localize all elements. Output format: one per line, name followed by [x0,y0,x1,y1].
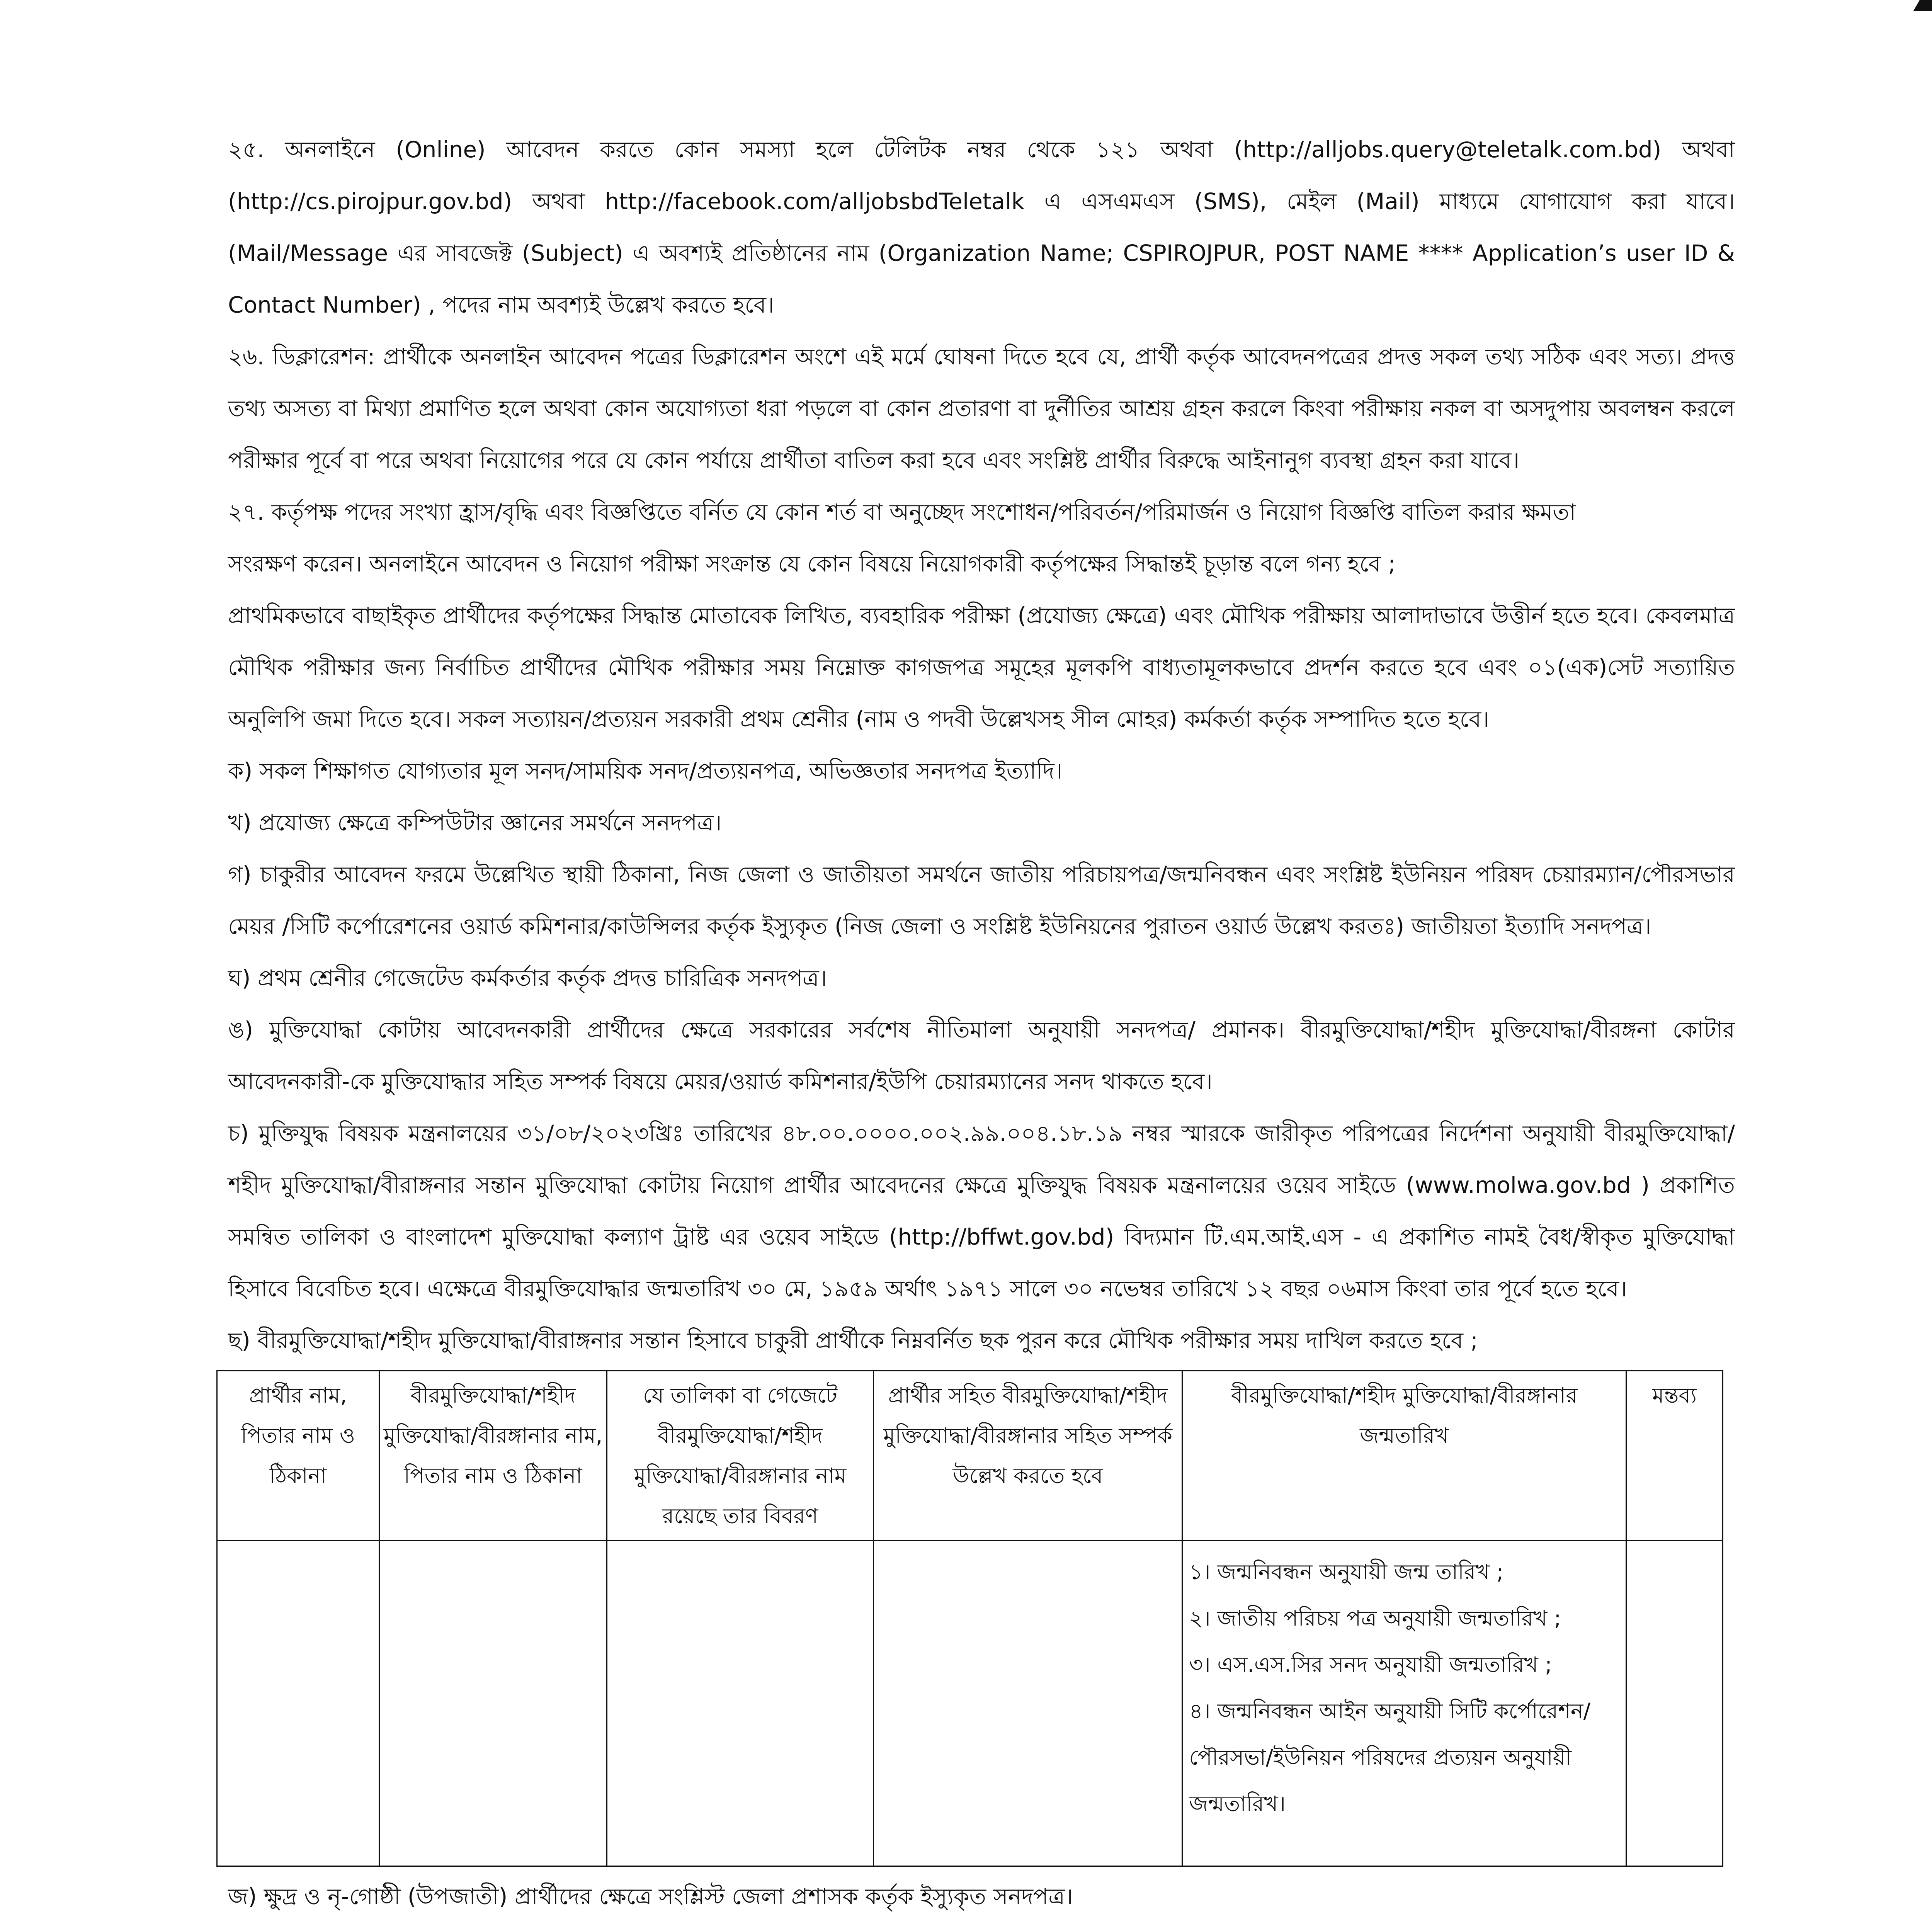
clause-26: ২৬. ডিক্লারেশন: প্রার্থীকে অনলাইন আবেদন পত্রের ডিক্লারেশন অংশে এই মর্মে ঘোষনা দিতে হবে যে, প্রার্থী কর্তৃক আবেদনপত্রের প্রদত্ত সকল তথ্য সঠিক এবং সত্য। প্রদত্ত তথ্য অসত্য বা মিথ্যা প্রমাণিত হলে অথবা কোন অযোগ্যতা ধরা পড়লে বা কোন প্রতারণা বা দুর্নীতির আশ্রয় গ্রহন করলে কিংবা পরীক্ষায় নকল বা অসদুপায় অবলম্বন করলে পরীক্ষার পূর্বে বা পরে অথবা নিয়োগের পরে যে কোন পর্যায়ে প্রার্থীতা বাতিল করা হবে এবং সংশ্লিষ্ট প্রার্থীর বিরুদ্ধে আইনানুগ ব্যবস্থা গ্রহন করা যাবে। [228,344,1735,473]
document-body [228,124,1735,1932]
item-kha: খ) প্রযোজ্য ক্ষেত্রে কম্পিউটার জ্ঞানের সমর্থনে সনদপত্র। [228,810,722,836]
freedom-fighter-info-table [216,1370,1723,1867]
table-header-cell: প্রার্থীর নাম, পিতার নাম ও ঠিকানা [217,1371,379,1541]
clause-27-line1: ২৭. কর্তৃপক্ষ পদের সংখ্যা হ্রাস/বৃদ্ধি এবং বিজ্ঞপ্তিতে বর্নিত যে কোন শর্ত বা অনুচ্ছেদ সংশোধন/পরিবর্তন/পরিমার্জন ও নিয়োগ বিজ্ঞপ্তি বাতিল করার ক্ষমতা [228,499,1576,525]
item-cha: চ) মুক্তিযুদ্ধ বিষয়ক মন্ত্রনালয়ের ৩১/০৮/২০২৩খ্রিঃ তারিখের ৪৮.০০.০০০০.০০২.৯৯.০০৪.১৮.১৯ নম্বর স্মারকে জারীকৃত পরিপত্রের নির্দেশনা অনুযায়ী বীরমুক্তিযোদ্ধা/শহীদ মুক্তিযোদ্ধা/বীরাঙ্গনার সন্তান মুক্তিযোদ্ধা কোটায় নিয়োগ প্রার্থীর আবেদনের ক্ষেত্রে মুক্তিযুদ্ধ বিষয়ক মন্ত্রনালয়ের ওয়েব সাইডে (www.molwa.gov.bd ) প্রকাশিত সমন্বিত তালিকা ও বাংলাদেশ মুক্তিযোদ্ধা কল্যাণ ট্রাষ্ট এর ওয়েব সাইডে (http://bffwt.gov.bd) বিদ্যমান টি.এম.আই.এস - এ প্রকাশিত নামই বৈধ/স্বীকৃত মুক্তিযোদ্ধা হিসাবে বিবেচিত হবে। এক্ষেত্রে বীরমুক্তিযোদ্ধার জন্মতারিখ ৩০ মে, ১৯৫৯ অর্থাৎ ১৯৭১ সালে ৩০ নভেম্বর তারিখে ১২ বছর ০৬মাস কিংবা তার পূর্বে হতে হবে। [228,1120,1735,1302]
table-header-row [217,1371,1723,1541]
table-cell-empty [379,1541,607,1866]
table-cell-dob-list [1182,1541,1626,1866]
table-header-cell: বীরমুক্তিযোদ্ধা/শহীদ মুক্তিযোদ্ধা/বীরঙ্গানার জন্মতারিখ [1182,1371,1626,1541]
clause-25: ২৫. অনলাইনে (Online) আবেদন করতে কোন সমস্যা হলে টেলিটক নম্বর থেকে ১২১ অথবা (http://alljobs.query@teletalk.com.bd) অথবা (http://cs.pirojpur.gov.bd) অথবা http://facebook.com/alljobsbdTeletalk এ এসএমএস (SMS), মেইল (Mail) মাধ্যমে যোগাযোগ করা যাবে। (Mail/Message এর সাবজেক্ট (Subject) এ অবশ্যই প্রতিষ্ঠানের নাম (Organization Name; CSPIROJPUR, POST NAME **** Application’s user ID & Contact Number) , পদের নাম অবশ্যই উল্লেখ করতে হবে। [228,136,1735,318]
dob-item: ৪। জন্মনিবন্ধন আইন অনুযায়ী সিটি কর্পোরেশন/পৌরসভা/ইউনিয়ন পরিষদের প্রত্যয়ন অনুযায়ী জন্মতারিখ। [1189,1699,1591,1816]
item-chha: ছ) বীরমুক্তিযোদ্ধা/শহীদ মুক্তিযোদ্ধা/বীরাঙ্গনার সন্তান হিসাবে চাকুরী প্রার্থীকে নিম্নবর্নিত ছক পুরন করে মৌখিক পরীক্ষার সময় দাখিল করতে হবে ; [228,1327,1478,1354]
table-header-cell: বীরমুক্তিযোদ্ধা/শহীদ মুক্তিযোদ্ধা/বীরঙ্গানার নাম, পিতার নাম ও ঠিকানা [379,1371,607,1541]
item-jha [228,1922,1735,1932]
dob-item: ২। জাতীয় পরিচয় পত্র অনুযায়ী জন্মতারিখ ; [1189,1606,1561,1631]
dob-item: ৩। এস.এস.সির সনদ অনুযায়ী জন্মতারিখ ; [1189,1652,1552,1677]
item-ga: গ) চাকুরীর আবেদন ফরমে উল্লেখিত স্থায়ী ঠিকানা, নিজ জেলা ও জাতীয়তা সমর্থনে জাতীয় পরিচায়পত্র/জন্মনিবন্ধন এবং সংশ্লিষ্ট ইউনিয়ন পরিষদ চেয়ারম্যান/পৌরসভার মেয়র /সিটি কর্পোরেশনের ওয়ার্ড কমিশনার/কাউন্সিলর কর্তৃক ইস্যুকৃত (নিজ জেলা ও সংশ্লিষ্ট ইউনিয়নের পুরাতন ওয়ার্ড উল্লেখ করতঃ) জাতীয়তা ইত্যাদি সনদপত্র। [228,861,1735,939]
item-gha: ঘ) প্রথম শ্রেনীর গেজেটেড কর্মকর্তার কর্তৃক প্রদত্ত চারিত্রিক সনদপত্র। [228,965,827,991]
item-ka: ক) সকল শিক্ষাগত যোগ্যতার মূল সনদ/সাময়িক সনদ/প্রত্যয়নপত্র, অভিজ্ঞতার সনদপত্র ইত্যাদি। [228,758,1063,784]
table-cell-empty [607,1541,874,1866]
table-header-cell: যে তালিকা বা গেজেটে বীরমুক্তিযোদ্ধা/শহীদ মুক্তিযোদ্ধা/বীরঙ্গানার নাম রয়েছে তার বিবরণ [607,1371,874,1541]
table-header-cell: প্রার্থীর সহিত বীরমুক্তিযোদ্ধা/শহীদ মুক্তিযোদ্ধা/বীরঙ্গানার সহিত সম্পর্ক উল্লেখ করতে হবে [873,1371,1182,1541]
item-uma: ঙ) মুক্তিযোদ্ধা কোটায় আবেদনকারী প্রার্থীদের ক্ষেত্রে সরকারের সর্বশেষ নীতিমালা অনুযায়ী সনদপত্র/ প্রমানক। বীরমুক্তিযোদ্ধা/শহীদ মুক্তিযোদ্ধা/বীরঙ্গনা কোটার আবেদনকারী-কে মুক্তিযোদ্ধার সহিত সম্পর্ক বিষয়ে মেয়র/ওয়ার্ড কমিশনার/ইউপি চেয়ারম্যানের সনদ থাকতে হবে। [228,1017,1735,1095]
clause-27-documents-intro: প্রাথমিকভাবে বাছাইকৃত প্রার্থীদের কর্তৃপক্ষের সিদ্ধান্ত মোতাবেক লিখিত, ব্যবহারিক পরীক্ষা (প্রযোজ্য ক্ষেত্রে) এবং মৌখিক পরীক্ষায় আলাদাভাবে উত্তীর্ন হতে হবে। কেবলমাত্র মৌখিক পরীক্ষার জন্য নির্বাচিত প্রার্থীদের মৌখিক পরীক্ষার সময় নিম্নোক্ত কাগজপত্র সমূহের মূলকপি বাধ্যতামূলকভাবে প্রদর্শন করতে হবে এবং ০১(এক)সেট সত্যায়িত অনুলিপি জমা দিতে হবে। সকল সত্যায়ন/প্রত্যয়ন সরকারী প্রথম শ্রেনীর (নাম ও পদবী উল্লেখসহ সীল মোহর) কর্মকর্তা কর্তৃক সম্পাদিত হতে হবে। [228,602,1735,732]
table-header-cell: মন্তব্য [1626,1371,1723,1541]
item-ja: জ) ক্ষুদ্র ও নৃ-গোষ্ঠী (উপজাতী) প্রার্থীদের ক্ষেত্রে সংশ্লিস্ট জেলা প্রশাসক কর্তৃক ইস্যুকৃত সনদপত্র। [228,1883,1073,1910]
table-row [217,1541,1723,1866]
dob-item: ১। জন্মনিবন্ধন অনুযায়ী জন্ম তারিখ ; [1189,1560,1504,1584]
table-cell-empty [873,1541,1182,1866]
scan-edge-mark [1913,0,1932,11]
table-cell-empty [217,1541,379,1866]
table-cell-empty [1626,1541,1723,1866]
clause-27-line2: সংরক্ষণ করেন। অনলাইনে আবেদন ও নিয়োগ পরীক্ষা সংক্রান্ত যে কোন বিষয়ে নিয়োগকারী কর্তৃপক্ষের সিদ্ধান্তই চূড়ান্ত বলে গন্য হবে ; [228,551,1396,577]
